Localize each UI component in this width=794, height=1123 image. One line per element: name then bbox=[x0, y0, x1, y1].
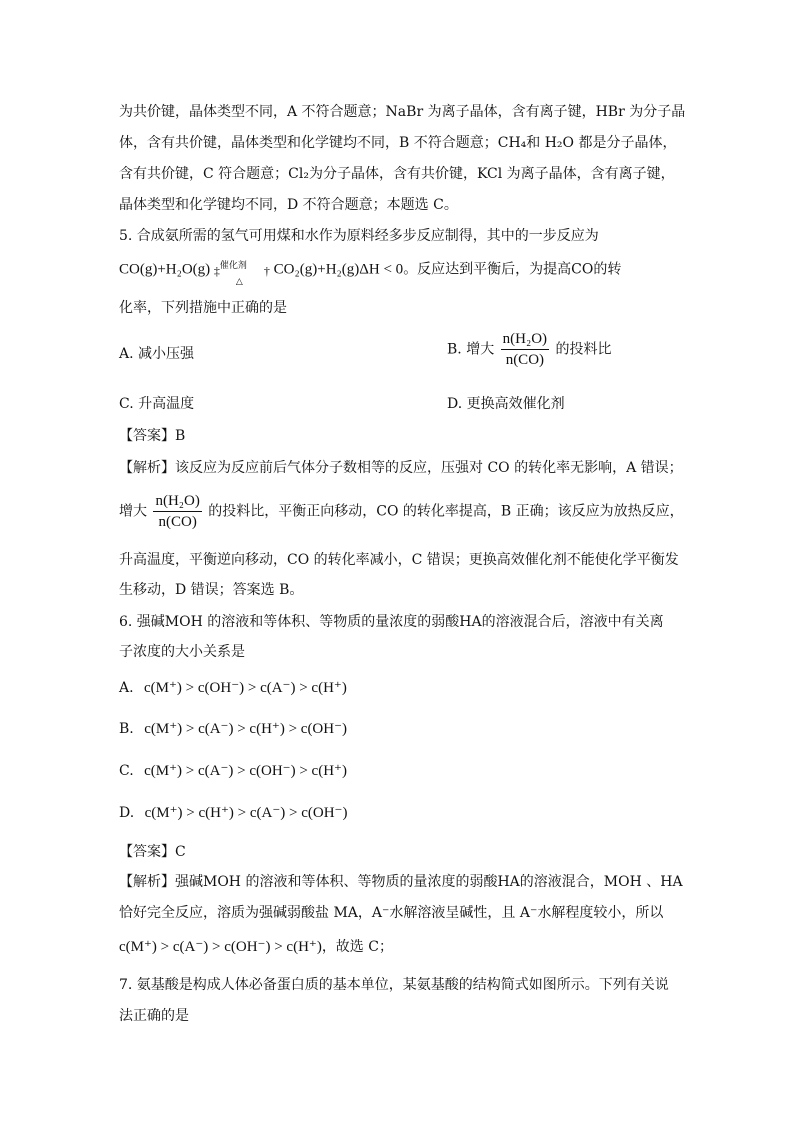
fraction-denominator: n(CO) bbox=[158, 514, 197, 530]
heat-label: △ bbox=[235, 276, 243, 286]
option-expression: c(M⁺) > c(A⁻) > c(H⁺) > c(OH⁻) bbox=[144, 721, 348, 737]
explanation-5-line1: 【解析】该反应为反应前后气体分子数相等的反应，压强对 CO 的转化率无影响，A 错误； bbox=[119, 460, 683, 476]
equation-left: CO(g)+H₂O(g) bbox=[119, 261, 211, 278]
catalyst-label: 催化剂 bbox=[219, 260, 247, 270]
fraction-numerator: n(H₂O) bbox=[153, 492, 201, 512]
text-line: 为共价键，晶体类型不同，A 不符合题意；NaBr 为离子晶体，含有离子键，HBr 为分子晶 bbox=[119, 104, 686, 120]
answer-6: 【答案】C bbox=[119, 844, 186, 860]
option-expression: c(M⁺) > c(A⁻) > c(OH⁻) > c(H⁺) bbox=[144, 763, 347, 779]
question-5-equation bbox=[119, 259, 622, 286]
explanation-suffix: 的投料比，平衡正向移动，CO 的转化率提高，B 正确；该反应为放热反应， bbox=[208, 503, 684, 520]
ratio-fraction bbox=[153, 492, 201, 531]
option-a bbox=[119, 678, 347, 698]
question-5-stem-cont: 。反应达到平衡后，为提高CO的转 bbox=[403, 261, 622, 278]
explanation-prefix: 增大 bbox=[119, 503, 147, 520]
option-b bbox=[447, 330, 612, 369]
option-a: A. 减小压强 bbox=[119, 346, 195, 362]
fraction-numerator: n(H₂O) bbox=[501, 330, 549, 350]
explanation-6-line3 bbox=[119, 937, 393, 957]
option-b-suffix: 的投料比 bbox=[555, 341, 612, 358]
answer-5: 【答案】B bbox=[119, 428, 186, 444]
equation-right: CO₂(g)+H₂(g)ΔH < 0 bbox=[273, 261, 404, 278]
explanation-6-line2: 恰好完全反应，溶质为强碱弱酸盐 MA，A⁻水解溶液呈碱性，且 A⁻水解程度较小，所以 bbox=[119, 905, 664, 921]
fraction-denominator: n(CO) bbox=[505, 352, 545, 368]
option-label: C. bbox=[119, 763, 134, 779]
option-expression: c(M⁺) > c(OH⁻) > c(A⁻) > c(H⁺) bbox=[144, 680, 347, 696]
option-label: D. bbox=[119, 805, 135, 821]
ratio-fraction bbox=[501, 330, 549, 369]
question-7-stem: 7. 氨基酸是构成人体必备蛋白质的基本单位，某氨基酸的结构简式如图所示。下列有关说 bbox=[119, 977, 669, 993]
option-c: C. 升高温度 bbox=[119, 396, 195, 412]
explanation-suffix: ，故选 C； bbox=[321, 939, 393, 955]
option-expression: c(M⁺) > c(H⁺) > c(A⁻) > c(OH⁻) bbox=[144, 805, 348, 821]
option-c bbox=[119, 761, 347, 781]
explanation-5-line3: 升高温度，平衡逆向移动，CO 的转化率减小，C 错误；更换高效催化剂不能使化学平衡发 bbox=[119, 552, 679, 568]
option-b bbox=[119, 719, 347, 739]
option-d bbox=[119, 803, 347, 823]
question-6-stem-end: 子浓度的大小关系是 bbox=[119, 644, 245, 660]
explanation-expression: c(M⁺) > c(A⁻) > c(OH⁻) > c(H⁺) bbox=[119, 939, 322, 955]
question-5-stem: 5. 合成氨所需的氢气可用煤和水作为原料经多步反应制得，其中的一步反应为 bbox=[119, 228, 599, 244]
equilibrium-arrow-icon: ‡ 催化剂 △ † bbox=[214, 259, 270, 281]
text-line: 体，含有共价键，晶体类型和化学键均不同，B 不符合题意；CH₄和 H₂O 都是分子晶体， bbox=[119, 135, 677, 151]
option-d: D. 更换高效催化剂 bbox=[447, 396, 565, 412]
explanation-5-line2 bbox=[119, 492, 684, 531]
question-5-stem-end: 化率，下列措施中正确的是 bbox=[119, 300, 287, 316]
explanation-5-line4: 生移动，D 错误；答案选 B。 bbox=[119, 582, 304, 598]
text-line: 含有共价键，C 符合题意；Cl₂为分子晶体，含有共价键，KCl 为离子晶体，含有离子键， bbox=[119, 166, 675, 182]
question-6-stem: 6. 强碱MOH 的溶液和等体积、等物质的量浓度的弱酸HA的溶液混合后，溶液中有关离 bbox=[119, 614, 664, 630]
explanation-6-line1: 【解析】强碱MOH 的溶液和等体积、等物质的量浓度的弱酸HA的溶液混合，MOH 、HA bbox=[119, 874, 683, 890]
question-7-stem-end: 法正确的是 bbox=[119, 1008, 189, 1024]
option-b-label: B. 增大 bbox=[447, 341, 495, 358]
text-line: 晶体类型和化学键均不同，D 不符合题意；本题选 C。 bbox=[119, 197, 458, 213]
option-label: A. bbox=[119, 680, 134, 696]
option-label: B. bbox=[119, 721, 134, 737]
